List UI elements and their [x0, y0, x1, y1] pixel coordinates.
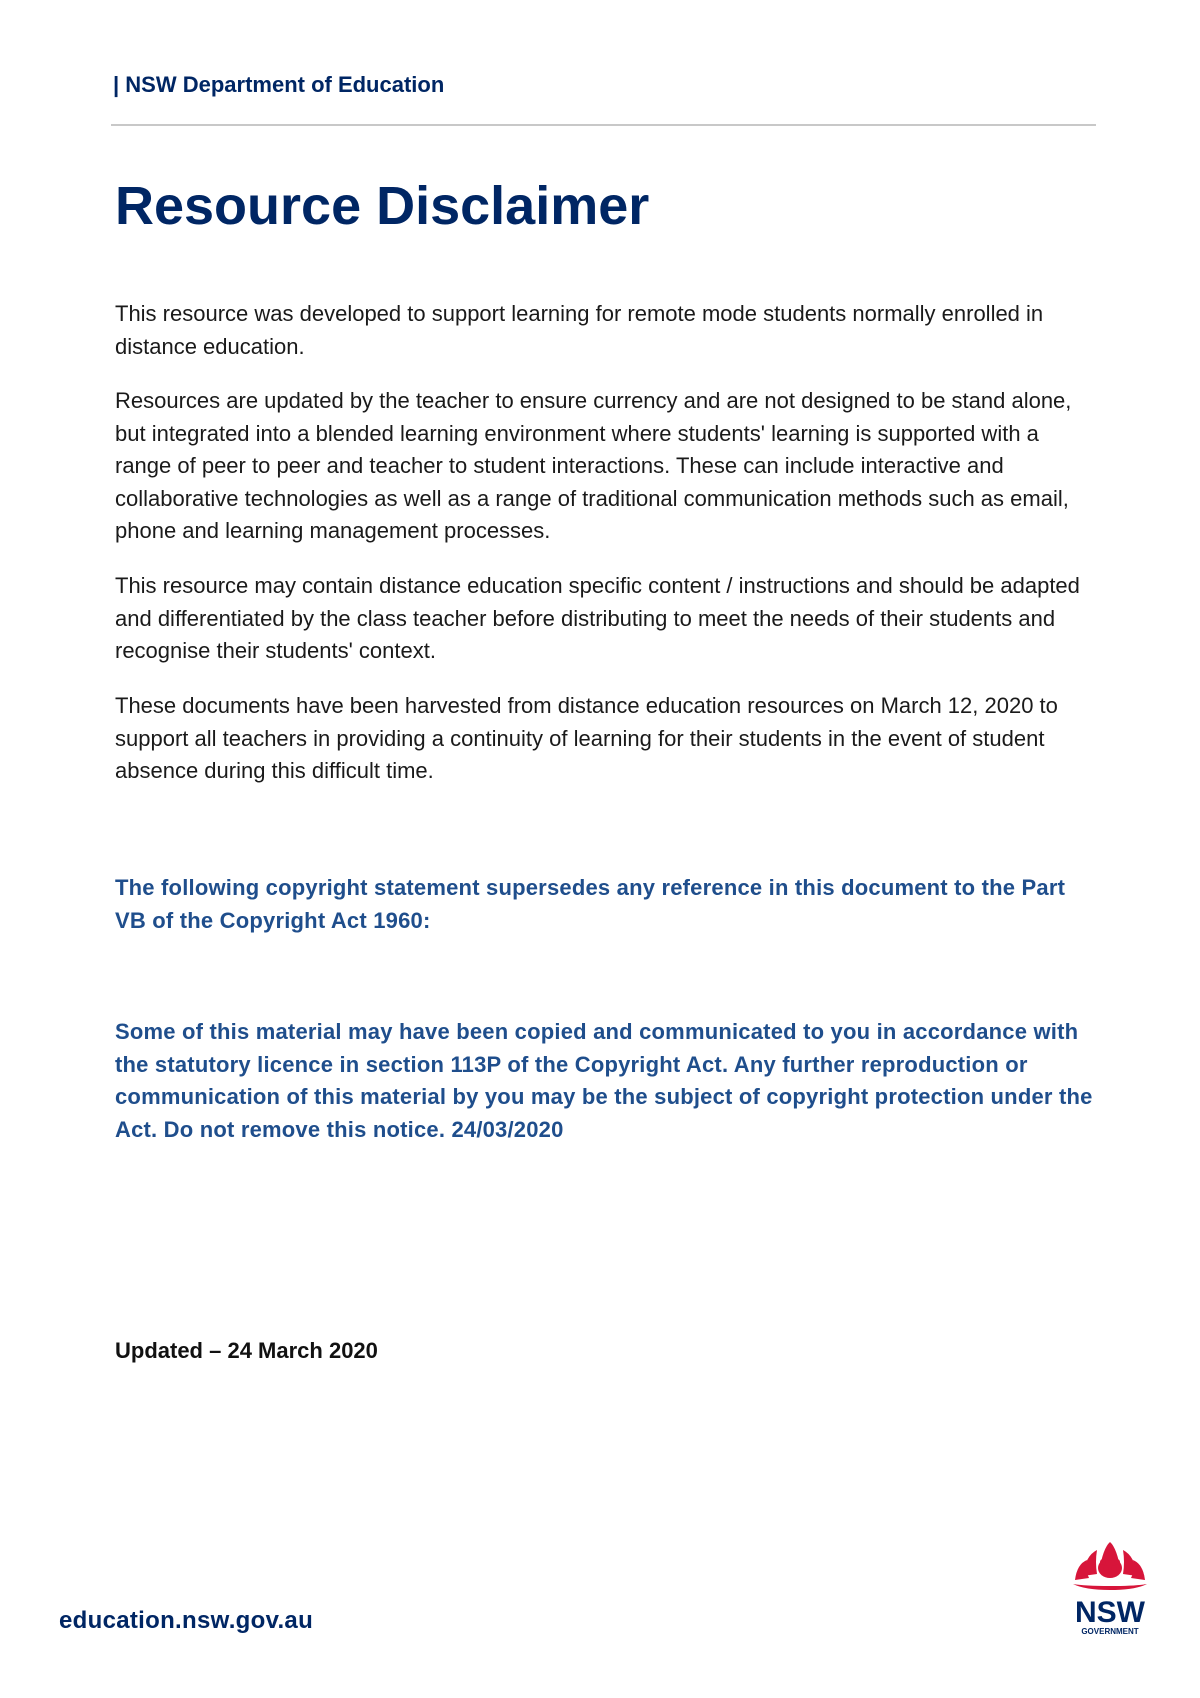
paragraph-4: These documents have been harvested from distance education resources on March 12, 2020 to support all teachers in providing a continuity of learning for their students in the event of student absence during this difficult time. [115, 693, 1058, 783]
logo-government-text: GOVERNMENT [1081, 1627, 1139, 1636]
paragraph-3: This resource may contain distance education specific content / instructions and should be adapted and differentiated by the class teacher before distributing to meet the needs of their students and recognise their students' context. [115, 573, 1080, 663]
paragraph-2: Resources are updated by the teacher to ensure currency and are not designed to be stand alone, but integrated into a blended learning environment where students' learning is supported with a range of peer to peer and teacher to student interactions. These can include interactive and collaborative technologies as well as a range of traditional communication methods such as email, phone and learning management processes. [115, 388, 1072, 543]
updated-date: Updated – 24 March 2020 [115, 1338, 378, 1363]
nsw-government-logo [1065, 1540, 1155, 1640]
footer-url-link[interactable]: education.nsw.gov.au [59, 1607, 314, 1634]
waratah-flower-icon [1073, 1542, 1147, 1590]
header-divider [111, 124, 1096, 126]
header-department: | NSW Department of Education [113, 72, 445, 97]
paragraph-1: This resource was developed to support learning for remote mode students normally enrolled in distance education. [115, 301, 1044, 359]
copyright-statement: The following copyright statement supersedes any reference in this document to the Part VB of the Copyright Act 1960: [115, 875, 1066, 933]
page-title: Resource Disclaimer [115, 176, 650, 236]
copyright-notice: Some of this material may have been copied and communicated to you in accordance with the statutory licence in section 113P of the Copyright Act. Any further reproduction or communication of this material by you may be the subject of copyright protection under the Act. Do not remove this notice. 24/03/2020 [115, 1019, 1093, 1142]
waratah-logo-icon [1065, 1540, 1155, 1640]
logo-nsw-text: NSW [1075, 1596, 1145, 1629]
